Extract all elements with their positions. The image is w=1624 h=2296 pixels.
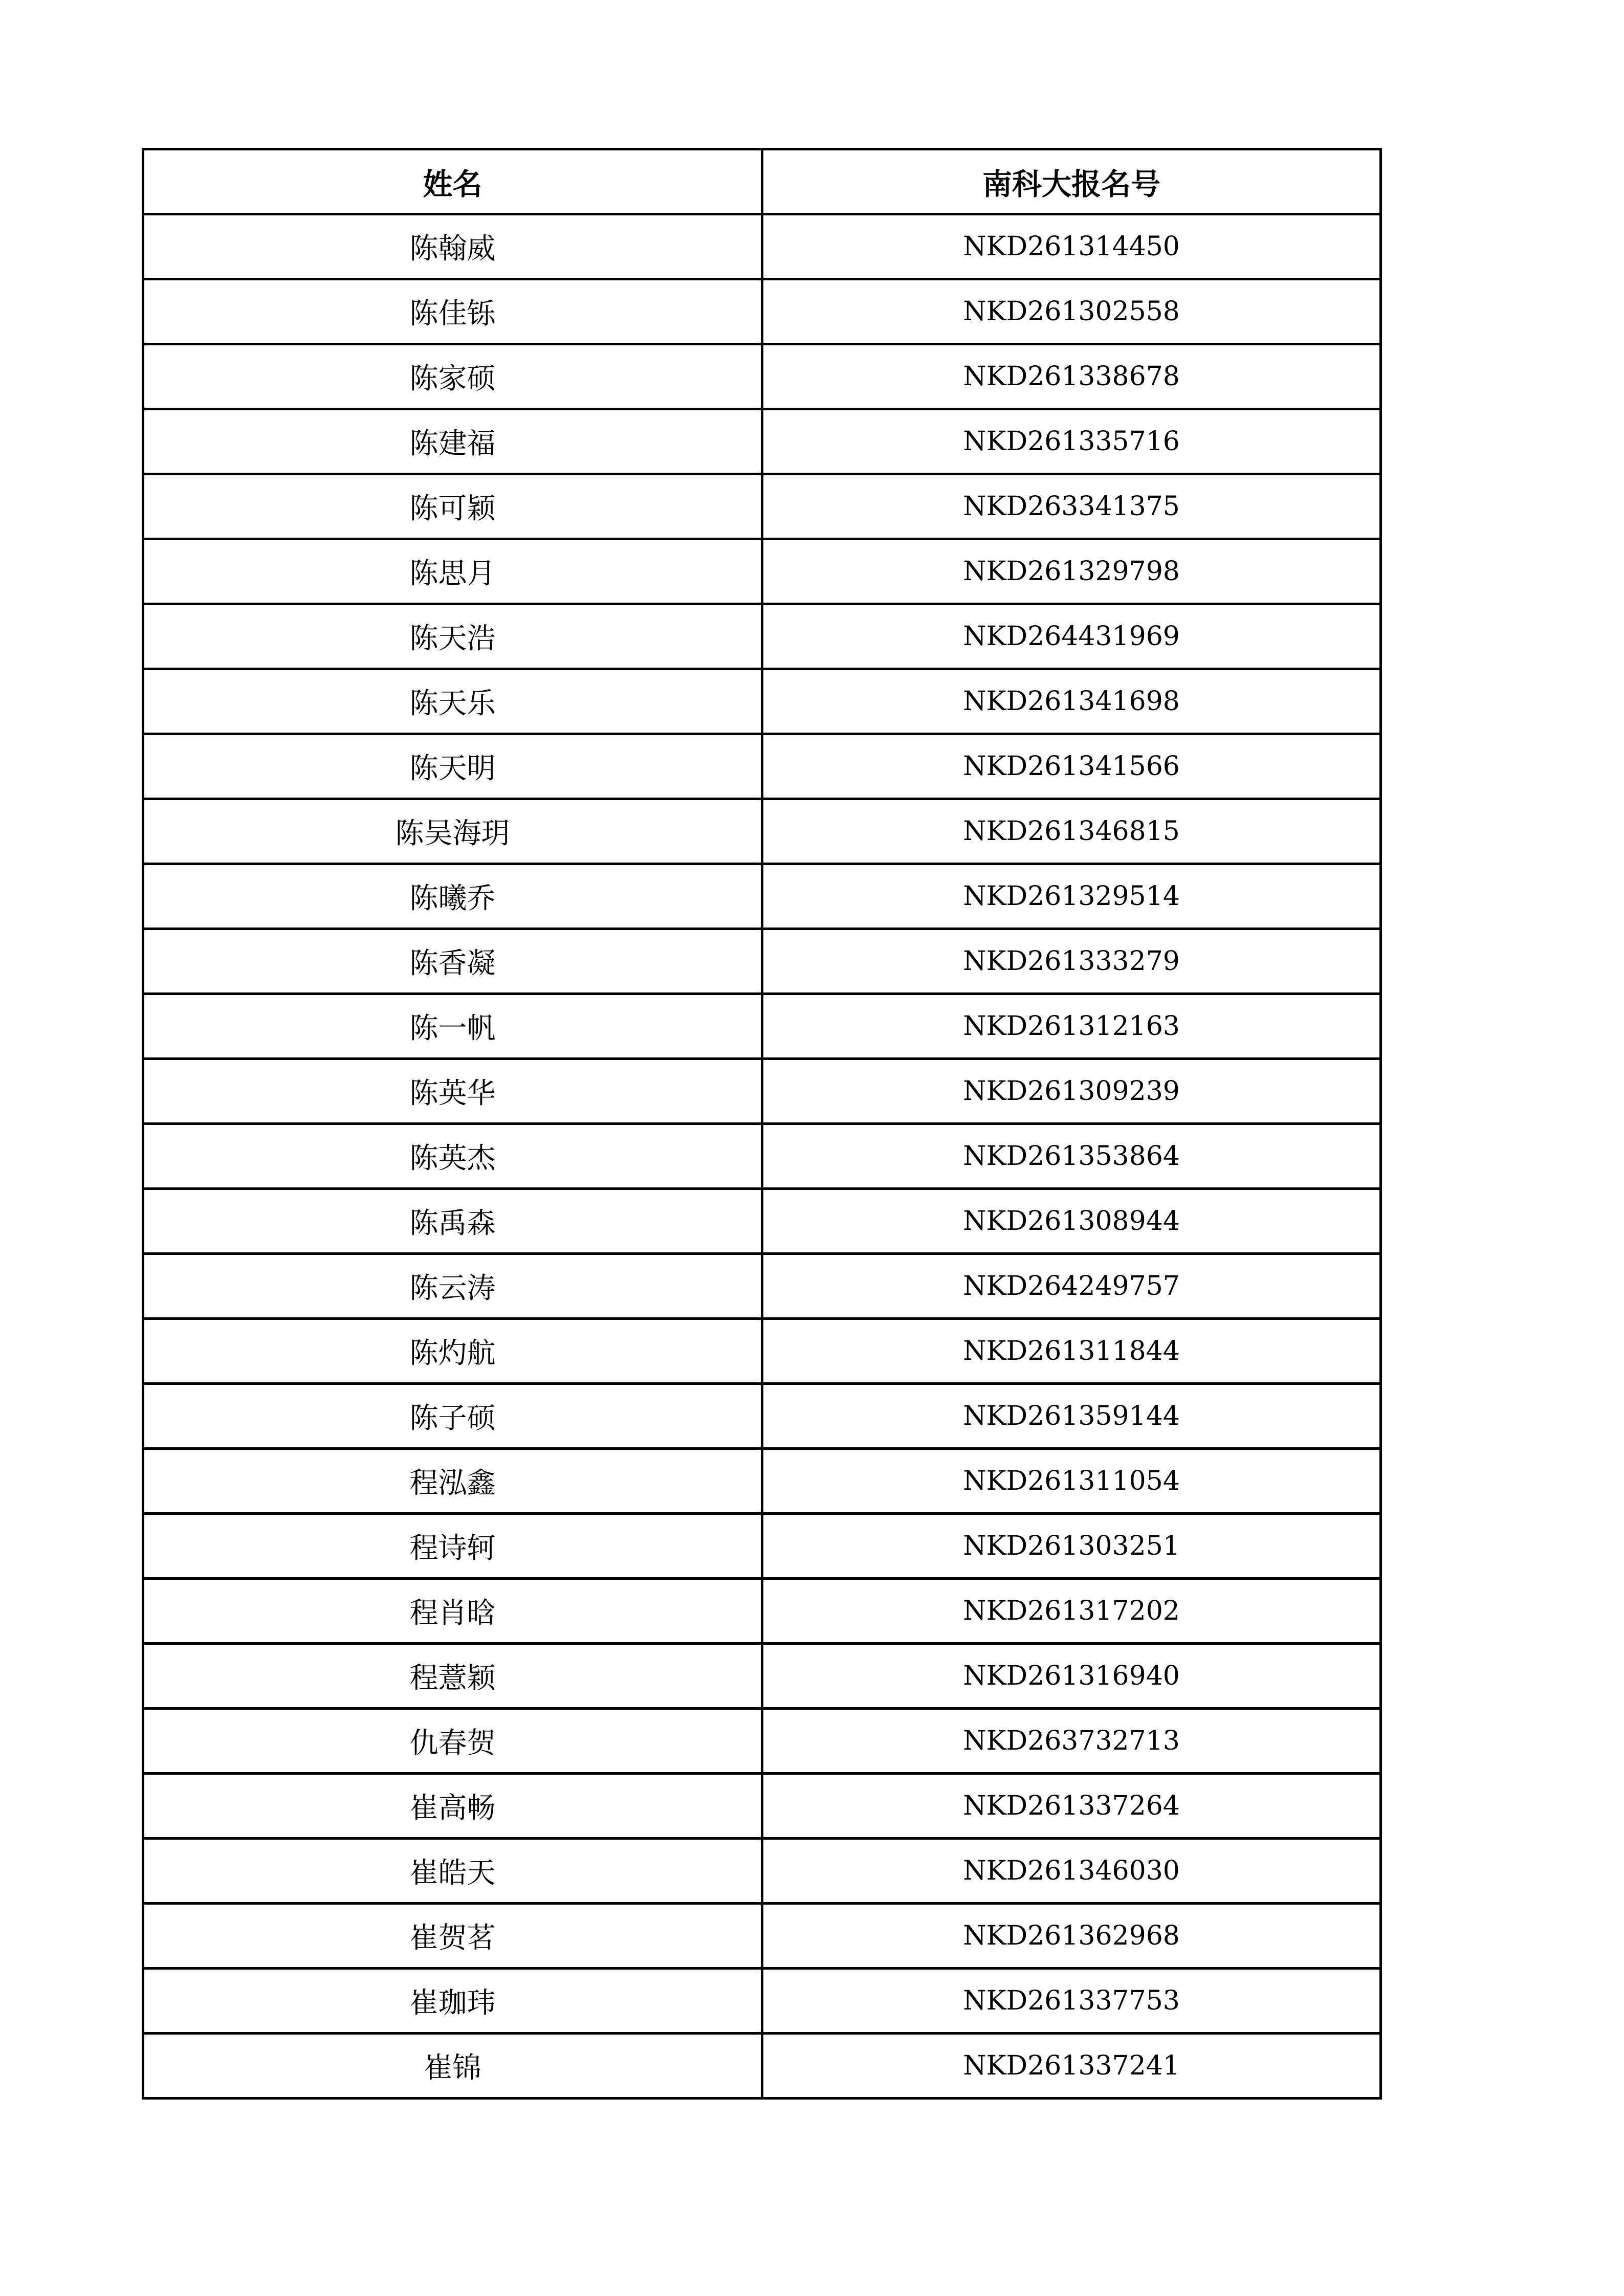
student-name-cell: 陈佳铄 (143, 279, 762, 344)
student-name-cell: 陈天明 (143, 734, 762, 799)
roster-body (143, 214, 1381, 2099)
table-row (143, 1319, 1381, 1384)
table-row (143, 1514, 1381, 1579)
student-name-cell: 陈天乐 (143, 669, 762, 734)
registration-number-cell: NKD261309239 (762, 1059, 1381, 1124)
registration-number-cell: NKD261308944 (762, 1189, 1381, 1254)
registration-number-cell: NKD263732713 (762, 1709, 1381, 1774)
registration-number-cell: NKD261337241 (762, 2034, 1381, 2099)
student-name-cell: 陈英杰 (143, 1124, 762, 1189)
table-row (143, 409, 1381, 474)
registration-number-cell: NKD261359144 (762, 1384, 1381, 1449)
student-name-cell: 陈可颖 (143, 474, 762, 539)
registration-number-cell: NKD261314450 (762, 214, 1381, 279)
registration-number-cell: NKD261353864 (762, 1124, 1381, 1189)
table-row (143, 734, 1381, 799)
table-row (143, 344, 1381, 409)
registration-number-cell: NKD261302558 (762, 279, 1381, 344)
registration-number-cell: NKD261362968 (762, 1904, 1381, 1969)
table-row (143, 799, 1381, 864)
table-row (143, 669, 1381, 734)
student-name-cell: 陈思月 (143, 539, 762, 604)
registration-number-cell: NKD261346815 (762, 799, 1381, 864)
student-name-cell: 陈灼航 (143, 1319, 762, 1384)
student-name-cell: 陈家硕 (143, 344, 762, 409)
table-row (143, 1579, 1381, 1644)
table-row (143, 1709, 1381, 1774)
table-row (143, 1449, 1381, 1514)
table-row (143, 994, 1381, 1059)
registration-number-cell: NKD261311844 (762, 1319, 1381, 1384)
table-row (143, 1774, 1381, 1839)
registration-number-cell: NKD263341375 (762, 474, 1381, 539)
registration-number-cell: NKD264249757 (762, 1254, 1381, 1319)
student-name-cell: 陈英华 (143, 1059, 762, 1124)
table-row (143, 1254, 1381, 1319)
roster-table (142, 148, 1382, 2100)
table-row (143, 1189, 1381, 1254)
table-row (143, 1839, 1381, 1904)
student-name-cell: 崔高畅 (143, 1774, 762, 1839)
registration-number-cell: NKD261337753 (762, 1969, 1381, 2034)
registration-number-cell: NKD264431969 (762, 604, 1381, 669)
registration-number-cell: NKD261337264 (762, 1774, 1381, 1839)
registration-number-cell: NKD261338678 (762, 344, 1381, 409)
registration-number-cell: NKD261346030 (762, 1839, 1381, 1904)
student-name-cell: 陈子硕 (143, 1384, 762, 1449)
registration-number-cell: NKD261333279 (762, 929, 1381, 994)
header-name: 姓名 (143, 149, 762, 214)
student-name-cell: 程泓鑫 (143, 1449, 762, 1514)
table-row (143, 1904, 1381, 1969)
student-name-cell: 崔皓天 (143, 1839, 762, 1904)
student-name-cell: 陈一帆 (143, 994, 762, 1059)
student-name-cell: 陈香凝 (143, 929, 762, 994)
registration-number-cell: NKD261311054 (762, 1449, 1381, 1514)
registration-number-cell: NKD261316940 (762, 1644, 1381, 1709)
table-row (143, 864, 1381, 929)
table-row (143, 214, 1381, 279)
table-row (143, 2034, 1381, 2099)
table-row (143, 1384, 1381, 1449)
registration-number-cell: NKD261317202 (762, 1579, 1381, 1644)
table-row (143, 474, 1381, 539)
table-row (143, 1124, 1381, 1189)
student-name-cell: 陈云涛 (143, 1254, 762, 1319)
student-name-cell: 程薏颖 (143, 1644, 762, 1709)
table-row (143, 1644, 1381, 1709)
registration-number-cell: NKD261341566 (762, 734, 1381, 799)
header-row (143, 149, 1381, 214)
student-name-cell: 程肖晗 (143, 1579, 762, 1644)
student-name-cell: 陈曦乔 (143, 864, 762, 929)
student-name-cell: 陈天浩 (143, 604, 762, 669)
student-name-cell: 陈禹森 (143, 1189, 762, 1254)
student-name-cell: 陈吴海玥 (143, 799, 762, 864)
table-row (143, 1059, 1381, 1124)
table-row (143, 539, 1381, 604)
registration-number-cell: NKD261329514 (762, 864, 1381, 929)
registration-number-cell: NKD261312163 (762, 994, 1381, 1059)
registration-number-cell: NKD261335716 (762, 409, 1381, 474)
registration-number-cell: NKD261341698 (762, 669, 1381, 734)
registration-number-cell: NKD261329798 (762, 539, 1381, 604)
table-row (143, 279, 1381, 344)
student-name-cell: 程诗轲 (143, 1514, 762, 1579)
student-name-cell: 崔珈玮 (143, 1969, 762, 2034)
registration-number-cell: NKD261303251 (762, 1514, 1381, 1579)
table-row (143, 604, 1381, 669)
student-name-cell: 陈建福 (143, 409, 762, 474)
student-name-cell: 仇春贺 (143, 1709, 762, 1774)
table-row (143, 929, 1381, 994)
student-name-cell: 陈翰威 (143, 214, 762, 279)
student-name-cell: 崔贺茗 (143, 1904, 762, 1969)
table-row (143, 1969, 1381, 2034)
header-registration-number: 南科大报名号 (762, 149, 1381, 214)
student-name-cell: 崔锦 (143, 2034, 762, 2099)
